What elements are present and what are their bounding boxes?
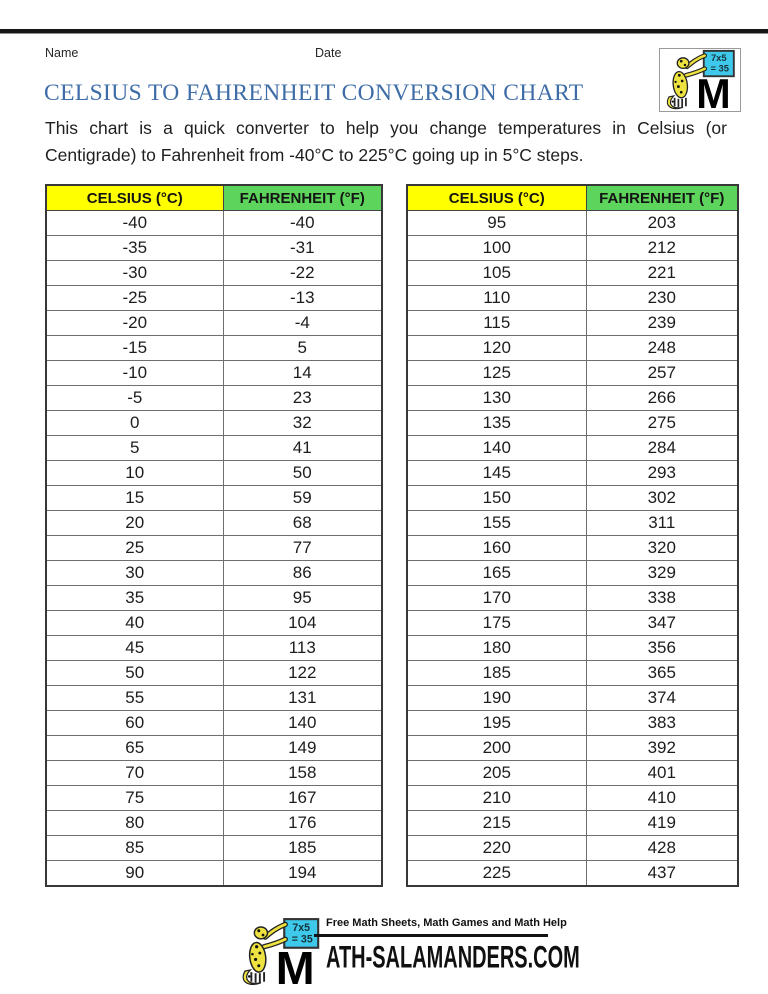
description-line-2: Centigrade) to Fahrenheit from -40°C to 225°C going up in 5°C steps. [45,145,584,165]
table-cell: -40 [223,211,382,236]
table-cell: 135 [407,411,586,436]
table-cell: 75 [46,786,223,811]
table-cell: 30 [46,561,223,586]
table-row [46,211,382,236]
table-cell: 5 [223,336,382,361]
table-cell: 60 [46,711,223,736]
table-cell: 200 [407,736,586,761]
table-cell: 113 [223,636,382,661]
footer-tagline: Free Math Sheets, Math Games and Math Help [326,917,567,929]
table-cell: 180 [407,636,586,661]
table-cell: -35 [46,236,223,261]
table-cell: 257 [586,361,738,386]
table-row [46,411,382,436]
table-cell: 35 [46,586,223,611]
table-cell: 145 [407,461,586,486]
table-row [407,661,738,686]
table-cell: 115 [407,311,586,336]
table-row [46,611,382,636]
table-cell: 365 [586,661,738,686]
table-row [46,836,382,861]
table-cell: 140 [407,436,586,461]
table-cell: 23 [223,386,382,411]
table-cell: 32 [223,411,382,436]
table-cell: 70 [46,761,223,786]
table-row [407,861,738,887]
table-cell: 230 [586,286,738,311]
table-cell: 225 [407,861,586,887]
table-row [407,411,738,436]
table-cell: 50 [223,461,382,486]
footer-site-text: ATH-SALAMANDERS.COM [326,939,580,975]
table-cell: 130 [407,386,586,411]
table-cell: 203 [586,211,738,236]
table-cell: 100 [407,236,586,261]
table-row [407,611,738,636]
table-cell: 68 [223,511,382,536]
table-cell: 80 [46,811,223,836]
table-cell: 320 [586,536,738,561]
page-title: CELSIUS TO FAHRENHEIT CONVERSION CHART [44,80,584,106]
celsius-column-header: CELSIUS (°C) [407,185,586,211]
table-cell: 284 [586,436,738,461]
table-cell: 210 [407,786,586,811]
table-cell: -31 [223,236,382,261]
table-cell: -4 [223,311,382,336]
table-cell: -13 [223,286,382,311]
table-row [46,686,382,711]
table-row [46,436,382,461]
table-cell: -25 [46,286,223,311]
salamander-logo-icon [660,49,740,111]
table-row [407,836,738,861]
table-row [407,511,738,536]
table-cell: 212 [586,236,738,261]
table-cell: 110 [407,286,586,311]
table-cell: 356 [586,636,738,661]
table-row [46,261,382,286]
table-row [46,736,382,761]
table-row [46,861,382,887]
footer-rule [314,934,548,937]
table-cell: -22 [223,261,382,286]
table-cell: 302 [586,486,738,511]
table-row [407,361,738,386]
table-row [46,711,382,736]
table-cell: 149 [223,736,382,761]
table-cell: 374 [586,686,738,711]
table-cell: 160 [407,536,586,561]
salamander-logo-icon [234,917,326,987]
table-row [407,436,738,461]
conversion-table-left [45,184,383,887]
table-cell: 85 [46,836,223,861]
table-row [407,336,738,361]
date-label: Date [315,46,342,60]
table-cell: 311 [586,511,738,536]
table-cell: -15 [46,336,223,361]
table-cell: 15 [46,486,223,511]
fahrenheit-column-header: FAHRENHEIT (°F) [223,185,382,211]
table-cell: 190 [407,686,586,711]
table-cell: 131 [223,686,382,711]
table-cell: 428 [586,836,738,861]
table-row [407,386,738,411]
table-cell: 165 [407,561,586,586]
table-row [46,236,382,261]
table-row [46,461,382,486]
footer-logo [230,912,580,992]
name-label: Name [45,46,79,60]
table-cell: 392 [586,736,738,761]
table-cell: 0 [46,411,223,436]
table-cell: 329 [586,561,738,586]
table-row [407,261,738,286]
table-cell: 205 [407,761,586,786]
table-cell: 104 [223,611,382,636]
table-header-row [407,185,738,211]
table-row [46,361,382,386]
table-row [46,486,382,511]
table-cell: 175 [407,611,586,636]
table-row [407,536,738,561]
table-cell: 170 [407,586,586,611]
table-row [407,811,738,836]
table-cell: 185 [407,661,586,686]
table-cell: -40 [46,211,223,236]
table-row [407,636,738,661]
table-cell: 176 [223,811,382,836]
table-cell: 86 [223,561,382,586]
table-cell: 20 [46,511,223,536]
table-cell: 25 [46,536,223,561]
table-row [407,686,738,711]
table-cell: 410 [586,786,738,811]
table-cell: 120 [407,336,586,361]
table-row [407,761,738,786]
table-row [407,736,738,761]
table-cell: -20 [46,311,223,336]
table-row [46,286,382,311]
table-cell: 275 [586,411,738,436]
table-cell: 105 [407,261,586,286]
table-cell: 220 [407,836,586,861]
table-cell: 383 [586,711,738,736]
table-row [407,286,738,311]
table-cell: 248 [586,336,738,361]
table-cell: 45 [46,636,223,661]
table-cell: 239 [586,311,738,336]
table-cell: 167 [223,786,382,811]
table-cell: 59 [223,486,382,511]
table-row [46,561,382,586]
table-cell: 95 [223,586,382,611]
table-row [46,336,382,361]
table-cell: -10 [46,361,223,386]
table-cell: 221 [586,261,738,286]
table-cell: 90 [46,861,223,887]
table-row [407,311,738,336]
table-cell: 401 [586,761,738,786]
table-cell: 14 [223,361,382,386]
table-cell: 55 [46,686,223,711]
table-row [46,536,382,561]
celsius-column-header: CELSIUS (°C) [46,185,223,211]
table-cell: -30 [46,261,223,286]
table-row [407,461,738,486]
table-cell: 266 [586,386,738,411]
table-cell: 5 [46,436,223,461]
table-cell: 437 [586,861,738,887]
table-cell: -5 [46,386,223,411]
table-cell: 95 [407,211,586,236]
table-cell: 50 [46,661,223,686]
table-row [407,236,738,261]
table-row [46,786,382,811]
table-cell: 347 [586,611,738,636]
table-row [407,586,738,611]
table-row [407,561,738,586]
description-line-1: This chart is a quick converter to help you change temperatures in Celsius (or [45,118,727,138]
table-cell: 419 [586,811,738,836]
table-row [407,786,738,811]
conversion-table-right [406,184,739,887]
table-cell: 10 [46,461,223,486]
table-row [46,761,382,786]
table-cell: 122 [223,661,382,686]
fahrenheit-column-header: FAHRENHEIT (°F) [586,185,738,211]
table-row [407,486,738,511]
table-row [46,511,382,536]
table-row [46,311,382,336]
table-cell: 215 [407,811,586,836]
top-divider-rule [0,29,768,34]
table-cell: 65 [46,736,223,761]
table-cell: 125 [407,361,586,386]
table-row [46,811,382,836]
description-paragraph [45,115,727,169]
table-row [46,661,382,686]
table-cell: 158 [223,761,382,786]
site-logo-badge [659,48,741,112]
table-row [46,586,382,611]
table-cell: 140 [223,711,382,736]
table-cell: 293 [586,461,738,486]
table-row [46,636,382,661]
table-header-row [46,185,382,211]
table-row [407,211,738,236]
table-cell: 40 [46,611,223,636]
table-cell: 195 [407,711,586,736]
table-cell: 41 [223,436,382,461]
table-cell: 185 [223,836,382,861]
table-cell: 150 [407,486,586,511]
table-cell: 155 [407,511,586,536]
table-cell: 338 [586,586,738,611]
table-cell: 77 [223,536,382,561]
table-row [46,386,382,411]
table-row [407,711,738,736]
table-cell: 194 [223,861,382,887]
